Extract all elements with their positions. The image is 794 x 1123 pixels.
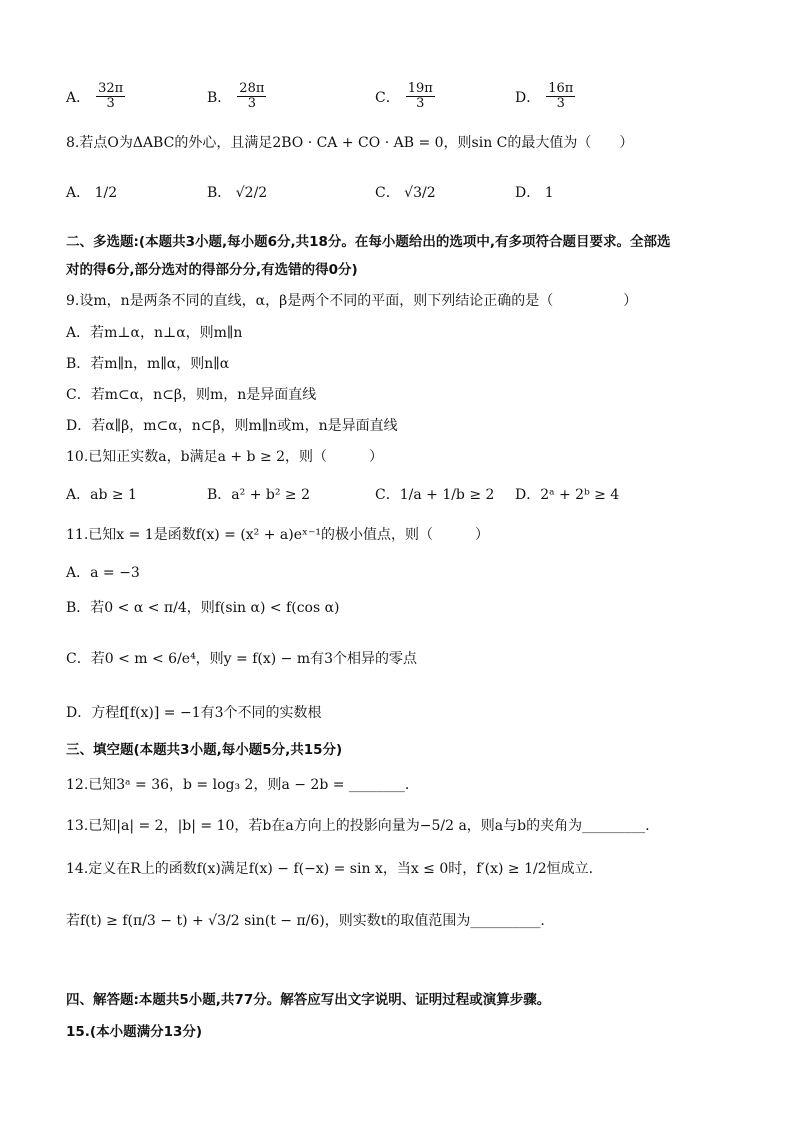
- q9-option-a: A．若m⊥α，n⊥α，则m∥n: [66, 325, 243, 341]
- q9-option-c: C．若m⊂α，n⊂β，则m，n是异面直线: [66, 387, 317, 403]
- q8-option-a: A． 1/2: [66, 185, 118, 201]
- q10-stem: 10.已知正实数a，b满足a + b ≥ 2，则（ ）: [66, 449, 384, 465]
- q10-option-b: B．a² + b² ≥ 2: [207, 487, 310, 503]
- q7-option-c: C． $\frac{19\pi}{3}$: [375, 81, 433, 111]
- q11-option-b: B．若0 < α < π/4，则f(sin α) < f(cos α): [66, 600, 340, 616]
- q10-option-a: A．ab ≥ 1: [66, 487, 137, 503]
- q11-option-a: A．a = −3: [66, 565, 140, 581]
- section-2-heading-line2: 对的得6分,部分选对的得部分分,有选错的得0分): [66, 262, 358, 278]
- q11-stem: 11.已知x = 1是函数f(x) = (x² + a)eˣ⁻¹的极小值点，则（ ）: [66, 527, 489, 543]
- q8-stem: 8.若点O为ΔABC的外心，且满足2BO · CA + CO · AB = 0，则sin C的最大值为（ ）: [66, 135, 634, 151]
- section-2-heading-line1: 二、多选题:(本题共3小题,每小题6分,共18分。在每小题给出的选项中,有多项符合题目要求。全部选: [66, 234, 671, 250]
- q7-option-a: A． $\frac{32\pi}{3}$: [66, 81, 124, 111]
- q11-option-d: D．方程f[f(x)] = −1有3个不同的实数根: [66, 705, 322, 721]
- section-4-heading: 四、解答题:本题共5小题,共77分。解答应写出文字说明、证明过程或演算步骤。: [66, 992, 551, 1008]
- q8-option-d: D． 1: [515, 185, 554, 201]
- q14-line2: 若f(t) ≥ f(π/3 − t) + √3/2 sin(t − π/6)，则实数t的取值范围为__________.: [66, 913, 545, 929]
- q10-option-d: D．2ᵃ + 2ᵇ ≥ 4: [515, 487, 620, 503]
- q8-option-c: C． √3/2: [375, 185, 436, 201]
- q9-option-b: B．若m∥n，m∥α，则n∥α: [66, 356, 230, 372]
- q9-option-d: D．若α∥β，m⊂α，n⊂β，则m∥n或m，n是异面直线: [66, 418, 398, 434]
- q7-option-d: D． $\frac{16\pi}{3}$: [515, 81, 574, 111]
- section-3-heading: 三、填空题(本题共3小题,每小题5分,共15分): [66, 742, 343, 758]
- q11-option-c: C．若0 < m < 6/e⁴，则y = f(x) − m有3个相异的零点: [66, 651, 418, 667]
- q7-option-b: B． $\frac{28\pi}{3}$: [207, 81, 265, 111]
- q10-option-c: C．1/a + 1/b ≥ 2: [375, 487, 495, 503]
- q13-stem: 13.已知|a| = 2，|b| = 10，若b在a方向上的投影向量为−5/2 a，则a与b的夹角为_________.: [66, 818, 650, 834]
- q15-heading: 15.(本小题满分13分): [66, 1024, 203, 1040]
- q12-stem: 12.已知3ᵃ = 36，b = log₃ 2，则a − 2b = ________.: [66, 777, 410, 793]
- q14-line1: 14.定义在R上的函数f(x)满足f(x) − f(−x) = sin x，当x ≤ 0时，f′(x) ≥ 1/2恒成立.: [66, 861, 594, 877]
- q9-stem: 9.设m，n是两条不同的直线，α，β是两个不同的平面，则下列结论正确的是（ ）: [66, 293, 638, 309]
- q8-option-b: B． √2/2: [207, 185, 268, 201]
